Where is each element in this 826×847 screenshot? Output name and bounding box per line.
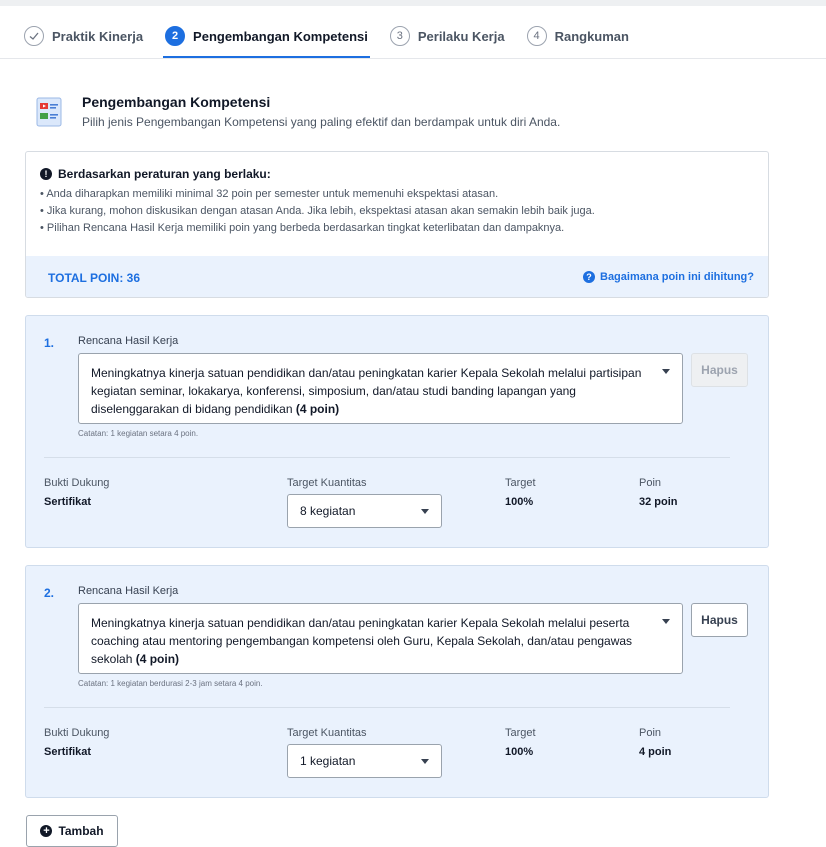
points-help-text: Bagaimana poin ini dihitung? <box>600 271 754 283</box>
step-label: Rangkuman <box>554 28 629 44</box>
target-label: Target <box>505 477 536 489</box>
card-divider <box>44 457 730 458</box>
step-number: 2 <box>165 26 185 46</box>
page-title: Pengembangan Kompetensi <box>82 94 271 110</box>
page-subtitle: Pilih jenis Pengembangan Kompetensi yang paling efektif dan berdampak untuk diri Anda. <box>82 115 561 129</box>
bukti-label: Bukti Dukung <box>44 727 110 739</box>
exclamation-icon: ! <box>40 168 52 180</box>
step-label: Pengembangan Kompetensi <box>193 28 368 44</box>
step-rangkuman[interactable] <box>527 22 629 50</box>
rhk-note: Catatan: 1 kegiatan setara 4 poin. <box>78 429 199 438</box>
rhk-note: Catatan: 1 kegiatan berdurasi 2-3 jam setara 4 poin. <box>78 679 263 688</box>
quantity-select[interactable] <box>287 494 442 528</box>
poin-value: 32 poin <box>639 496 678 508</box>
info-box <box>25 151 769 298</box>
total-points: TOTAL POIN: 36 <box>48 271 141 285</box>
rhk-card <box>25 565 769 798</box>
info-list <box>40 186 595 237</box>
target-value: 100% <box>505 496 534 508</box>
check-icon <box>24 26 44 46</box>
step-pengembangan-kompetensi[interactable] <box>165 22 368 50</box>
quantity-value: 1 kegiatan <box>300 754 356 768</box>
document-media-icon <box>34 97 64 127</box>
points-help-link[interactable] <box>583 271 754 283</box>
stepper-divider <box>0 58 826 59</box>
dropdown-caret-icon <box>662 369 670 374</box>
bukti-label: Bukti Dukung <box>44 477 110 489</box>
add-button[interactable] <box>26 815 118 847</box>
rhk-points: (4 poin) <box>135 652 180 666</box>
total-points-bar <box>26 256 768 298</box>
rhk-card <box>25 315 769 548</box>
step-label: Perilaku Kerja <box>417 28 505 44</box>
step-number: 3 <box>390 26 410 46</box>
delete-button[interactable]: Hapus <box>691 353 748 387</box>
add-button-label: Tambah <box>58 824 104 838</box>
rhk-text: Meningkatnya kinerja satuan pendidikan dan/atau peningkatan karier Kepala Sekolah melalui peserta coaching atau mentoring pengembangan kompetensi oleh Guru, Kepala Sekolah, dan/atau pengawas sekolah <box>91 616 633 666</box>
step-perilaku-kerja[interactable] <box>390 22 505 50</box>
bukti-value: Sertifikat <box>44 496 92 508</box>
target-qty-label: Target Kuantitas <box>287 727 367 739</box>
step-number: 4 <box>527 26 547 46</box>
rhk-text: Meningkatnya kinerja satuan pendidikan dan/atau peningkatan karier Kepala Sekolah melalui partisipan kegiatan seminar, lokakarya, konferensi, simposium, dan/atau studi banding lapangan yang diselenggarakan di bidang pendidikan <box>91 366 642 416</box>
rhk-label: Rencana Hasil Kerja <box>78 335 179 347</box>
top-strip <box>0 0 826 6</box>
poin-label: Poin <box>639 477 662 489</box>
rhk-select[interactable] <box>78 603 683 674</box>
info-item: • Anda diharapkan memiliki minimal 32 poin per semester untuk memenuhi ekspektasi atasan. <box>40 186 595 203</box>
dropdown-caret-icon <box>421 759 429 764</box>
rhk-select[interactable] <box>78 353 683 424</box>
stepper <box>24 22 651 60</box>
poin-value: 4 poin <box>639 746 672 758</box>
target-value: 100% <box>505 746 534 758</box>
step-praktik-kinerja[interactable] <box>24 22 143 50</box>
info-heading-text: Berdasarkan peraturan yang berlaku: <box>58 167 271 181</box>
info-item: • Pilihan Rencana Hasil Kerja memiliki poin yang berbeda berdasarkan tingkat keterlibatan dan dampaknya. <box>40 220 595 237</box>
quantity-value: 8 kegiatan <box>300 504 356 518</box>
poin-label: Poin <box>639 727 662 739</box>
info-item: • Jika kurang, mohon diskusikan dengan atasan Anda. Jika lebih, ekspektasi atasan akan semakin lebih baik juga. <box>40 203 595 220</box>
target-label: Target <box>505 727 536 739</box>
delete-button[interactable]: Hapus <box>691 603 748 637</box>
dropdown-caret-icon <box>421 509 429 514</box>
rhk-label: Rencana Hasil Kerja <box>78 585 179 597</box>
target-qty-label: Target Kuantitas <box>287 477 367 489</box>
step-label: Praktik Kinerja <box>52 28 144 44</box>
plus-icon: + <box>40 825 52 837</box>
bukti-value: Sertifikat <box>44 746 92 758</box>
question-icon: ? <box>583 271 595 283</box>
dropdown-caret-icon <box>662 619 670 624</box>
info-heading <box>40 167 271 181</box>
card-divider <box>44 707 730 708</box>
rhk-points: (4 poin) <box>295 402 340 416</box>
card-number: 2. <box>44 586 55 600</box>
quantity-select[interactable] <box>287 744 442 778</box>
card-number: 1. <box>44 336 55 350</box>
